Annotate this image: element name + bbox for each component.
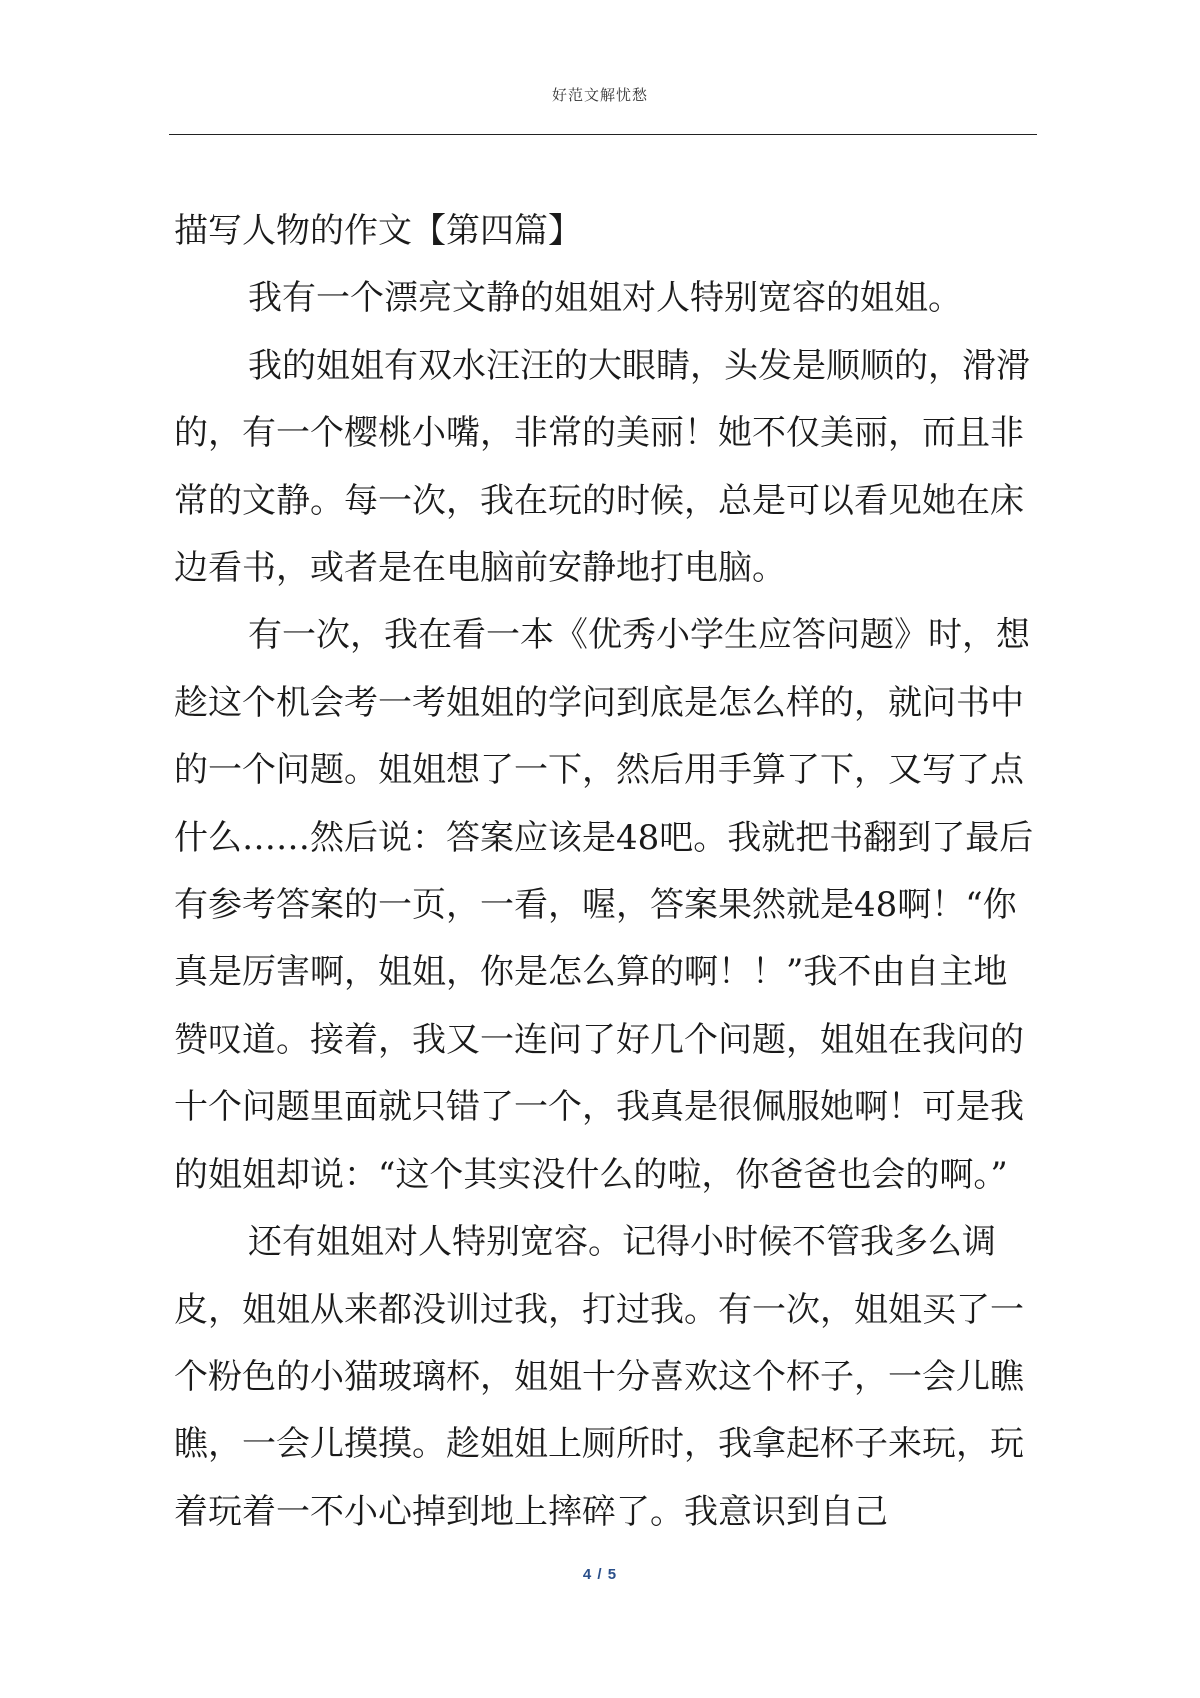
- document-body: [174, 198, 1036, 1546]
- header-divider: [169, 134, 1037, 135]
- page-header: 好范文解忧愁: [551, 86, 648, 104]
- paragraph-2: 我的姐姐有双水汪汪的大眼睛，头发是顺顺的，滑滑的，有一个樱桃小嘴，非常的美丽！她不仅美丽，而且非常的文静。每一次，我在玩的时候，总是可以看见她在床边看书，或者是在电脑前安静地打电脑。: [174, 345, 1030, 589]
- paragraph-4: 还有姐姐对人特别宽容。记得小时候不管我多么调皮，姐姐从来都没训过我，打过我。有一次，姐姐买了一个粉色的小猫玻璃杯，姐姐十分喜欢这个杯子，一会儿瞧瞧，一会儿摸摸。趁姐姐上厕所时，我拿起杯子来玩，玩着玩着一不小心掉到地上摔碎了。我意识到自己: [174, 1222, 1024, 1532]
- paragraph-3: 有一次，我在看一本《优秀小学生应答问题》时，想趁这个机会考一考姐姐的学问到底是怎么样的，就问书中的一个问题。姐姐想了一下，然后用手算了下，又写了点什么……然后说：答案应该是48吧。我就把书翻到了最后有参考答案的一页，一看，喔，答案果然就是48啊！“你真是厉害啊，姐姐，你是怎么算的啊！！”我不由自主地赞叹道。接着，我又一连问了好几个问题，姐姐在我问的十个问题里面就只错了一个，我真是很佩服她啊！可是我的姐姐却说：“这个其实没什么的啦，你爸爸也会的啊。”: [174, 615, 1034, 1195]
- page-number: 4 / 5: [582, 1566, 618, 1583]
- document-heading: 描写人物的作文【第四篇】: [174, 211, 582, 251]
- paragraph-1: 我有一个漂亮文静的姐姐对人特别宽容的姐姐。: [248, 278, 962, 319]
